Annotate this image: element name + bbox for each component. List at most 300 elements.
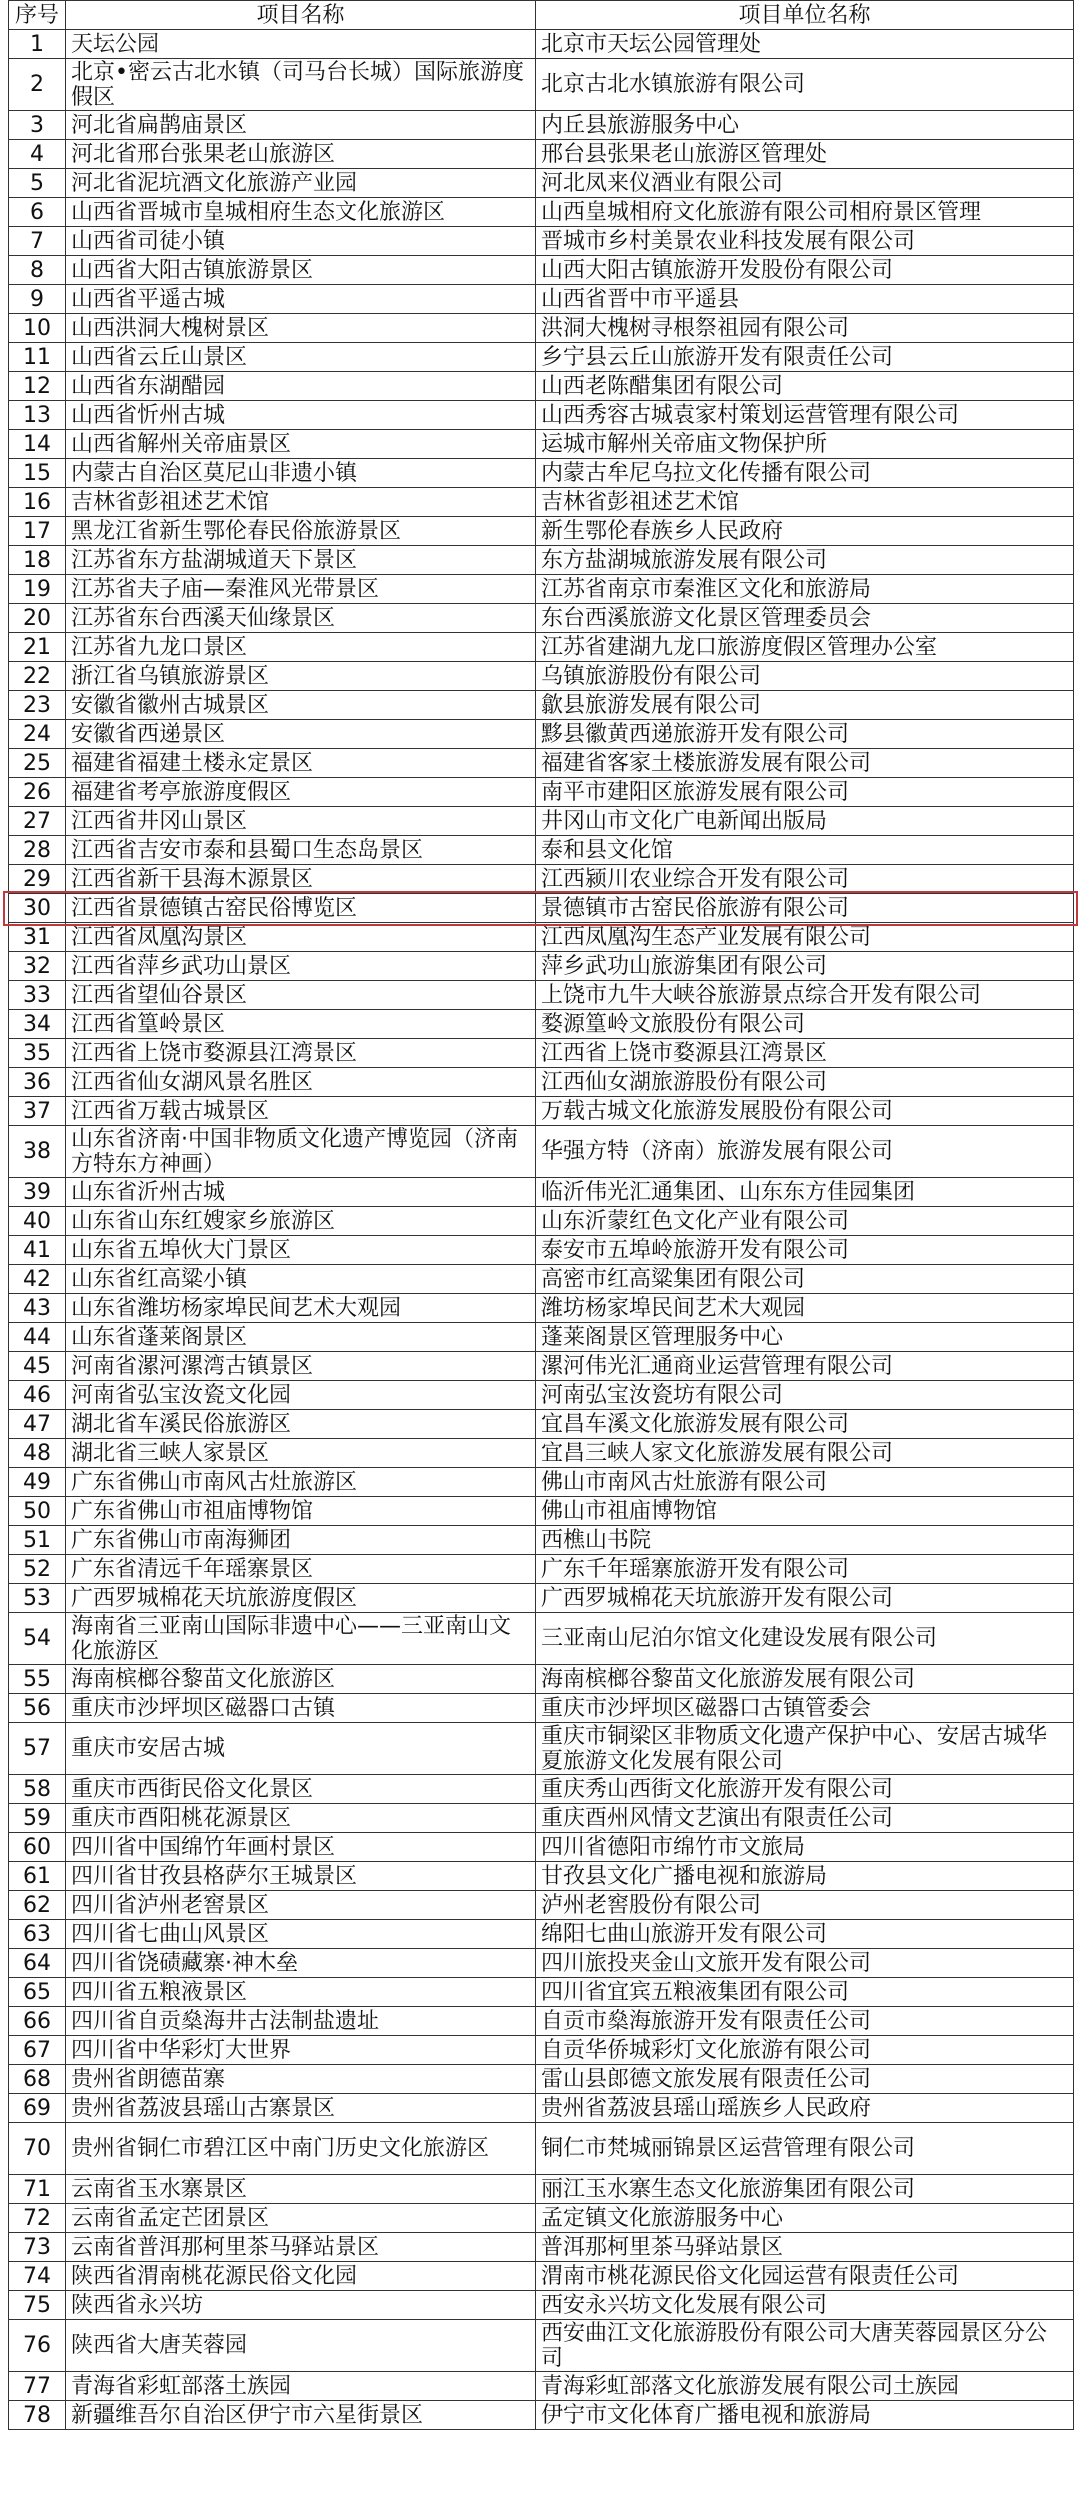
unit-name: 晋城市乡村美景农业科技发展有限公司	[536, 227, 1074, 256]
project-name: 山西省司徒小镇	[66, 227, 536, 256]
unit-name: 重庆市铜梁区非物质文化遗产保护中心、安居古城华夏旅游文化发展有限公司	[536, 1723, 1074, 1775]
project-name: 重庆市西街民俗文化景区	[66, 1775, 536, 1804]
unit-name: 泰和县文化馆	[536, 836, 1074, 865]
unit-name: 铜仁市梵城丽锦景区运营管理有限公司	[536, 2123, 1074, 2175]
unit-name: 乡宁县云丘山旅游开发有限责任公司	[536, 343, 1074, 372]
project-name: 贵州省荔波县瑶山古寨景区	[66, 2094, 536, 2123]
unit-name: 普洱那柯里茶马驿站景区	[536, 2233, 1074, 2262]
table-row	[9, 1265, 1074, 1294]
row-index: 41	[9, 1236, 66, 1265]
row-index: 67	[9, 2036, 66, 2065]
project-name: 广西罗城棉花天坑旅游度假区	[66, 1584, 536, 1613]
unit-name: 景德镇市古窑民俗旅游有限公司	[536, 894, 1074, 923]
project-name: 海南槟榔谷黎苗文化旅游区	[66, 1665, 536, 1694]
table-row	[9, 372, 1074, 401]
unit-name: 高密市红高粱集团有限公司	[536, 1265, 1074, 1294]
project-name: 山东省沂州古城	[66, 1178, 536, 1207]
table-row	[9, 1526, 1074, 1555]
project-name: 山东省蓬莱阁景区	[66, 1323, 536, 1352]
project-name: 四川省七曲山风景区	[66, 1920, 536, 1949]
project-name: 湖北省车溪民俗旅游区	[66, 1410, 536, 1439]
project-name: 福建省福建土楼永定景区	[66, 749, 536, 778]
unit-name: 四川省宜宾五粮液集团有限公司	[536, 1978, 1074, 2007]
row-index: 76	[9, 2320, 66, 2372]
unit-name: 丽江玉水寨生态文化旅游集团有限公司	[536, 2175, 1074, 2204]
table-row	[9, 2401, 1074, 2430]
unit-name: 江西凤凰沟生态产业发展有限公司	[536, 923, 1074, 952]
row-index: 65	[9, 1978, 66, 2007]
project-name: 山西省忻州古城	[66, 401, 536, 430]
unit-name: 山西省晋中市平遥县	[536, 285, 1074, 314]
unit-name: 自贡华侨城彩灯文化旅游有限公司	[536, 2036, 1074, 2065]
row-index: 57	[9, 1723, 66, 1775]
row-index: 46	[9, 1381, 66, 1410]
row-index: 73	[9, 2233, 66, 2262]
unit-name: 佛山市祖庙博物馆	[536, 1497, 1074, 1526]
project-name: 江苏省九龙口景区	[66, 633, 536, 662]
table-row	[9, 865, 1074, 894]
unit-name: 三亚南山尼泊尔馆文化建设发展有限公司	[536, 1613, 1074, 1665]
table-row	[9, 1804, 1074, 1833]
project-name: 重庆市酉阳桃花源景区	[66, 1804, 536, 1833]
table-row	[9, 1833, 1074, 1862]
row-index: 17	[9, 517, 66, 546]
project-name: 山西省晋城市皇城相府生态文化旅游区	[66, 198, 536, 227]
row-index: 58	[9, 1775, 66, 1804]
table-row	[9, 140, 1074, 169]
header-project-name: 项目名称	[66, 1, 536, 30]
table-row	[9, 1236, 1074, 1265]
project-name: 河北省邢台张果老山旅游区	[66, 140, 536, 169]
unit-name: 山西大阳古镇旅游开发股份有限公司	[536, 256, 1074, 285]
row-index: 32	[9, 952, 66, 981]
table-row	[9, 1694, 1074, 1723]
row-index: 50	[9, 1497, 66, 1526]
row-index: 4	[9, 140, 66, 169]
project-name: 四川省饶碛藏寨·神木垒	[66, 1949, 536, 1978]
row-index: 49	[9, 1468, 66, 1497]
unit-name: 华强方特（济南）旅游发展有限公司	[536, 1126, 1074, 1178]
unit-name: 江苏省建湖九龙口旅游度假区管理办公室	[536, 633, 1074, 662]
project-name: 广东省佛山市南风古灶旅游区	[66, 1468, 536, 1497]
unit-name: 南平市建阳区旅游发展有限公司	[536, 778, 1074, 807]
project-name: 山西洪洞大槐树景区	[66, 314, 536, 343]
unit-name: 东台西溪旅游文化景区管理委员会	[536, 604, 1074, 633]
project-name: 陕西省大唐芙蓉园	[66, 2320, 536, 2372]
project-name: 山西省东湖醋园	[66, 372, 536, 401]
row-index: 19	[9, 575, 66, 604]
project-name: 四川省五粮液景区	[66, 1978, 536, 2007]
table-body	[9, 30, 1074, 2430]
table-row	[9, 459, 1074, 488]
project-name: 江西省篁岭景区	[66, 1010, 536, 1039]
row-index: 10	[9, 314, 66, 343]
project-name: 湖北省三峡人家景区	[66, 1439, 536, 1468]
row-index: 59	[9, 1804, 66, 1833]
row-index: 42	[9, 1265, 66, 1294]
table-row	[9, 749, 1074, 778]
row-index: 66	[9, 2007, 66, 2036]
project-name: 河南省弘宝汝瓷文化园	[66, 1381, 536, 1410]
unit-name: 泸州老窖股份有限公司	[536, 1891, 1074, 1920]
table-row	[9, 1497, 1074, 1526]
project-name: 四川省甘孜县格萨尔王城景区	[66, 1862, 536, 1891]
project-name: 陕西省永兴坊	[66, 2291, 536, 2320]
unit-name: 内丘县旅游服务中心	[536, 111, 1074, 140]
unit-name: 福建省客家土楼旅游发展有限公司	[536, 749, 1074, 778]
row-index: 16	[9, 488, 66, 517]
project-name: 黑龙江省新生鄂伦春民俗旅游景区	[66, 517, 536, 546]
row-index: 2	[9, 59, 66, 111]
table-row	[9, 488, 1074, 517]
project-name: 安徽省徽州古城景区	[66, 691, 536, 720]
project-name: 江西省上饶市婺源县江湾景区	[66, 1039, 536, 1068]
row-index: 26	[9, 778, 66, 807]
row-index: 33	[9, 981, 66, 1010]
project-name: 浙江省乌镇旅游景区	[66, 662, 536, 691]
project-name: 新疆维吾尔自治区伊宁市六星街景区	[66, 2401, 536, 2430]
unit-name: 重庆酉州风情文艺演出有限责任公司	[536, 1804, 1074, 1833]
row-index: 78	[9, 2401, 66, 2430]
project-name: 云南省孟定芒团景区	[66, 2204, 536, 2233]
table-row	[9, 720, 1074, 749]
table-row	[9, 401, 1074, 430]
unit-name: 自贡市燊海旅游开发有限责任公司	[536, 2007, 1074, 2036]
row-index: 77	[9, 2372, 66, 2401]
unit-name: 漯河伟光汇通商业运营管理有限公司	[536, 1352, 1074, 1381]
unit-name: 西安永兴坊文化发展有限公司	[536, 2291, 1074, 2320]
project-name: 青海省彩虹部落土族园	[66, 2372, 536, 2401]
project-name: 山西省云丘山景区	[66, 343, 536, 372]
unit-name: 北京古北水镇旅游有限公司	[536, 59, 1074, 111]
project-name: 山西省大阳古镇旅游景区	[66, 256, 536, 285]
unit-name: 雷山县郎德文旅发展有限责任公司	[536, 2065, 1074, 2094]
row-index: 53	[9, 1584, 66, 1613]
unit-name: 四川省德阳市绵竹市文旅局	[536, 1833, 1074, 1862]
table-row	[9, 169, 1074, 198]
project-name: 吉林省彭祖述艺术馆	[66, 488, 536, 517]
unit-name: 佛山市南风古灶旅游有限公司	[536, 1468, 1074, 1497]
row-index: 30	[9, 894, 66, 923]
table-row	[9, 1949, 1074, 1978]
row-index: 11	[9, 343, 66, 372]
row-index: 74	[9, 2262, 66, 2291]
table-row	[9, 546, 1074, 575]
table-row	[9, 2320, 1074, 2372]
unit-name: 西安曲江文化旅游股份有限公司大唐芙蓉园景区分公司	[536, 2320, 1074, 2372]
project-name: 河南省漯河漯湾古镇景区	[66, 1352, 536, 1381]
row-index: 15	[9, 459, 66, 488]
table-row	[9, 1920, 1074, 1949]
table-row	[9, 1039, 1074, 1068]
project-name: 江西省新干县海木源景区	[66, 865, 536, 894]
unit-name: 邢台县张果老山旅游区管理处	[536, 140, 1074, 169]
unit-name: 北京市天坛公园管理处	[536, 30, 1074, 59]
row-index: 75	[9, 2291, 66, 2320]
table-row	[9, 1068, 1074, 1097]
project-name: 江西省萍乡武功山景区	[66, 952, 536, 981]
unit-name: 海南槟榔谷黎苗文化旅游发展有限公司	[536, 1665, 1074, 1694]
project-name: 云南省玉水寨景区	[66, 2175, 536, 2204]
table-row	[9, 1381, 1074, 1410]
row-index: 22	[9, 662, 66, 691]
project-name: 重庆市安居古城	[66, 1723, 536, 1775]
unit-name: 绵阳七曲山旅游开发有限公司	[536, 1920, 1074, 1949]
unit-name: 江西仙女湖旅游股份有限公司	[536, 1068, 1074, 1097]
project-name: 四川省中华彩灯大世界	[66, 2036, 536, 2065]
row-index: 52	[9, 1555, 66, 1584]
project-name: 贵州省朗德苗寨	[66, 2065, 536, 2094]
table-row	[9, 1891, 1074, 1920]
project-name: 江西省吉安市泰和县蜀口生态岛景区	[66, 836, 536, 865]
unit-name: 广东千年瑶寨旅游开发有限公司	[536, 1555, 1074, 1584]
project-name: 江西省凤凰沟景区	[66, 923, 536, 952]
project-table	[8, 0, 1074, 2430]
table-row	[9, 198, 1074, 227]
project-name: 陕西省渭南桃花源民俗文化园	[66, 2262, 536, 2291]
row-index: 6	[9, 198, 66, 227]
table-row	[9, 1775, 1074, 1804]
project-name: 江西省仙女湖风景名胜区	[66, 1068, 536, 1097]
unit-name: 四川旅投夹金山文旅开发有限公司	[536, 1949, 1074, 1978]
table-row	[9, 633, 1074, 662]
row-index: 72	[9, 2204, 66, 2233]
table-row	[9, 256, 1074, 285]
row-index: 12	[9, 372, 66, 401]
row-index: 35	[9, 1039, 66, 1068]
table-row	[9, 1097, 1074, 1126]
table-row	[9, 314, 1074, 343]
table-row	[9, 1665, 1074, 1694]
unit-name: 内蒙古牟尼乌拉文化传播有限公司	[536, 459, 1074, 488]
table-row	[9, 894, 1074, 923]
table-row	[9, 111, 1074, 140]
table-row	[9, 923, 1074, 952]
unit-name: 西樵山书院	[536, 1526, 1074, 1555]
unit-name: 上饶市九牛大峡谷旅游景点综合开发有限公司	[536, 981, 1074, 1010]
project-name: 安徽省西递景区	[66, 720, 536, 749]
project-name: 四川省中国绵竹年画村景区	[66, 1833, 536, 1862]
row-index: 34	[9, 1010, 66, 1039]
project-name: 四川省泸州老窖景区	[66, 1891, 536, 1920]
unit-name: 宜昌三峡人家文化旅游发展有限公司	[536, 1439, 1074, 1468]
row-index: 28	[9, 836, 66, 865]
row-index: 68	[9, 2065, 66, 2094]
row-index: 9	[9, 285, 66, 314]
unit-name: 山西秀容古城袁家村策划运营管理有限公司	[536, 401, 1074, 430]
row-index: 7	[9, 227, 66, 256]
project-name: 江苏省东台西溪天仙缘景区	[66, 604, 536, 633]
table-row	[9, 807, 1074, 836]
table-row	[9, 1126, 1074, 1178]
project-name: 山东省红高粱小镇	[66, 1265, 536, 1294]
project-name: 内蒙古自治区莫尼山非遗小镇	[66, 459, 536, 488]
unit-name: 萍乡武功山旅游集团有限公司	[536, 952, 1074, 981]
unit-name: 广西罗城棉花天坑旅游开发有限公司	[536, 1584, 1074, 1613]
unit-name: 渭南市桃花源民俗文化园运营有限责任公司	[536, 2262, 1074, 2291]
table-row	[9, 1613, 1074, 1665]
row-index: 40	[9, 1207, 66, 1236]
row-index: 14	[9, 430, 66, 459]
unit-name: 贵州省荔波县瑶山瑶族乡人民政府	[536, 2094, 1074, 2123]
row-index: 51	[9, 1526, 66, 1555]
project-name: 山西省平遥古城	[66, 285, 536, 314]
table-row	[9, 1207, 1074, 1236]
row-index: 31	[9, 923, 66, 952]
unit-name: 吉林省彭祖述艺术馆	[536, 488, 1074, 517]
project-name: 重庆市沙坪坝区磁器口古镇	[66, 1694, 536, 1723]
unit-name: 新生鄂伦春族乡人民政府	[536, 517, 1074, 546]
table-row	[9, 2372, 1074, 2401]
unit-name: 蓬莱阁景区管理服务中心	[536, 1323, 1074, 1352]
unit-name: 江西省上饶市婺源县江湾景区	[536, 1039, 1074, 1068]
table-row	[9, 2262, 1074, 2291]
unit-name: 东方盐湖城旅游发展有限公司	[536, 546, 1074, 575]
table-row	[9, 1862, 1074, 1891]
unit-name: 山西老陈醋集团有限公司	[536, 372, 1074, 401]
table-row	[9, 2291, 1074, 2320]
row-index: 44	[9, 1323, 66, 1352]
unit-name: 山西皇城相府文化旅游有限公司相府景区管理	[536, 198, 1074, 227]
project-name: 山东省五埠伙大门景区	[66, 1236, 536, 1265]
table-row	[9, 2036, 1074, 2065]
unit-name: 洪洞大槐树寻根祭祖园有限公司	[536, 314, 1074, 343]
project-name: 广东省佛山市祖庙博物馆	[66, 1497, 536, 1526]
table-row	[9, 1323, 1074, 1352]
table-row	[9, 1555, 1074, 1584]
project-name: 山东省潍坊杨家埠民间艺术大观园	[66, 1294, 536, 1323]
unit-name: 重庆秀山西街文化旅游开发有限公司	[536, 1775, 1074, 1804]
row-index: 61	[9, 1862, 66, 1891]
unit-name: 临沂伟光汇通集团、山东东方佳园集团	[536, 1178, 1074, 1207]
project-name: 江西省井冈山景区	[66, 807, 536, 836]
unit-name: 河南弘宝汝瓷坊有限公司	[536, 1381, 1074, 1410]
table-row	[9, 2007, 1074, 2036]
table-row	[9, 59, 1074, 111]
table-row	[9, 836, 1074, 865]
table-row	[9, 2094, 1074, 2123]
table-row	[9, 227, 1074, 256]
project-name: 山西省解州关帝庙景区	[66, 430, 536, 459]
project-name: 广东省清远千年瑶寨景区	[66, 1555, 536, 1584]
unit-name: 黟县徽黄西递旅游开发有限公司	[536, 720, 1074, 749]
row-index: 55	[9, 1665, 66, 1694]
row-index: 60	[9, 1833, 66, 1862]
project-name: 山东省济南·中国非物质文化遗产博览园（济南方特东方神画）	[66, 1126, 536, 1178]
project-name: 海南省三亚南山国际非遗中心——三亚南山文化旅游区	[66, 1613, 536, 1665]
unit-name: 伊宁市文化体育广播电视和旅游局	[536, 2401, 1074, 2430]
table-row	[9, 2065, 1074, 2094]
table-row	[9, 1723, 1074, 1775]
unit-name: 运城市解州关帝庙文物保护所	[536, 430, 1074, 459]
table-row	[9, 1178, 1074, 1207]
unit-name: 万载古城文化旅游发展股份有限公司	[536, 1097, 1074, 1126]
table-row	[9, 517, 1074, 546]
row-index: 8	[9, 256, 66, 285]
row-index: 47	[9, 1410, 66, 1439]
table-row	[9, 1584, 1074, 1613]
row-index: 70	[9, 2123, 66, 2175]
table-row	[9, 2175, 1074, 2204]
project-name: 江苏省东方盐湖城道天下景区	[66, 546, 536, 575]
header-index: 序号	[9, 1, 66, 30]
project-name: 江西省景德镇古窑民俗博览区	[66, 894, 536, 923]
unit-name: 山东沂蒙红色文化产业有限公司	[536, 1207, 1074, 1236]
unit-name: 江西颍川农业综合开发有限公司	[536, 865, 1074, 894]
unit-name: 乌镇旅游股份有限公司	[536, 662, 1074, 691]
unit-name: 井冈山市文化广电新闻出版局	[536, 807, 1074, 836]
table-row	[9, 1010, 1074, 1039]
row-index: 1	[9, 30, 66, 59]
unit-name: 江苏省南京市秦淮区文化和旅游局	[536, 575, 1074, 604]
table-row	[9, 2233, 1074, 2262]
row-index: 18	[9, 546, 66, 575]
unit-name: 歙县旅游发展有限公司	[536, 691, 1074, 720]
unit-name: 宜昌车溪文化旅游发展有限公司	[536, 1410, 1074, 1439]
project-name: 天坛公园	[66, 30, 536, 59]
unit-name: 孟定镇文化旅游服务中心	[536, 2204, 1074, 2233]
project-name: 山东省山东红嫂家乡旅游区	[66, 1207, 536, 1236]
table-row	[9, 1468, 1074, 1497]
project-name: 广东省佛山市南海狮团	[66, 1526, 536, 1555]
unit-name: 潍坊杨家埠民间艺术大观园	[536, 1294, 1074, 1323]
row-index: 21	[9, 633, 66, 662]
table-row	[9, 30, 1074, 59]
header-row	[9, 1, 1074, 30]
unit-name: 河北凤来仪酒业有限公司	[536, 169, 1074, 198]
row-index: 23	[9, 691, 66, 720]
row-index: 27	[9, 807, 66, 836]
table-row	[9, 1439, 1074, 1468]
row-index: 64	[9, 1949, 66, 1978]
project-name: 江苏省夫子庙—秦淮风光带景区	[66, 575, 536, 604]
table-row	[9, 1410, 1074, 1439]
row-index: 56	[9, 1694, 66, 1723]
project-name: 福建省考亭旅游度假区	[66, 778, 536, 807]
row-index: 63	[9, 1920, 66, 1949]
project-name: 云南省普洱那柯里茶马驿站景区	[66, 2233, 536, 2262]
row-index: 43	[9, 1294, 66, 1323]
table-row	[9, 662, 1074, 691]
project-name: 贵州省铜仁市碧江区中南门历史文化旅游区	[66, 2123, 536, 2175]
row-index: 62	[9, 1891, 66, 1920]
row-index: 38	[9, 1126, 66, 1178]
project-name: 河北省泥坑酒文化旅游产业园	[66, 169, 536, 198]
table-row	[9, 343, 1074, 372]
table-row	[9, 2204, 1074, 2233]
project-name: 江西省望仙谷景区	[66, 981, 536, 1010]
row-index: 5	[9, 169, 66, 198]
row-index: 36	[9, 1068, 66, 1097]
row-index: 48	[9, 1439, 66, 1468]
table-row	[9, 981, 1074, 1010]
project-name: 北京•密云古北水镇（司马台长城）国际旅游度假区	[66, 59, 536, 111]
row-index: 25	[9, 749, 66, 778]
project-name: 河北省扁鹊庙景区	[66, 111, 536, 140]
row-index: 54	[9, 1613, 66, 1665]
table-row	[9, 285, 1074, 314]
unit-name: 青海彩虹部落文化旅游发展有限公司土族园	[536, 2372, 1074, 2401]
row-index: 45	[9, 1352, 66, 1381]
unit-name: 甘孜县文化广播电视和旅游局	[536, 1862, 1074, 1891]
unit-name: 泰安市五埠岭旅游开发有限公司	[536, 1236, 1074, 1265]
row-index: 69	[9, 2094, 66, 2123]
row-index: 20	[9, 604, 66, 633]
row-index: 71	[9, 2175, 66, 2204]
project-name: 四川省自贡燊海井古法制盐遗址	[66, 2007, 536, 2036]
row-index: 29	[9, 865, 66, 894]
unit-name: 重庆市沙坪坝区磁器口古镇管委会	[536, 1694, 1074, 1723]
